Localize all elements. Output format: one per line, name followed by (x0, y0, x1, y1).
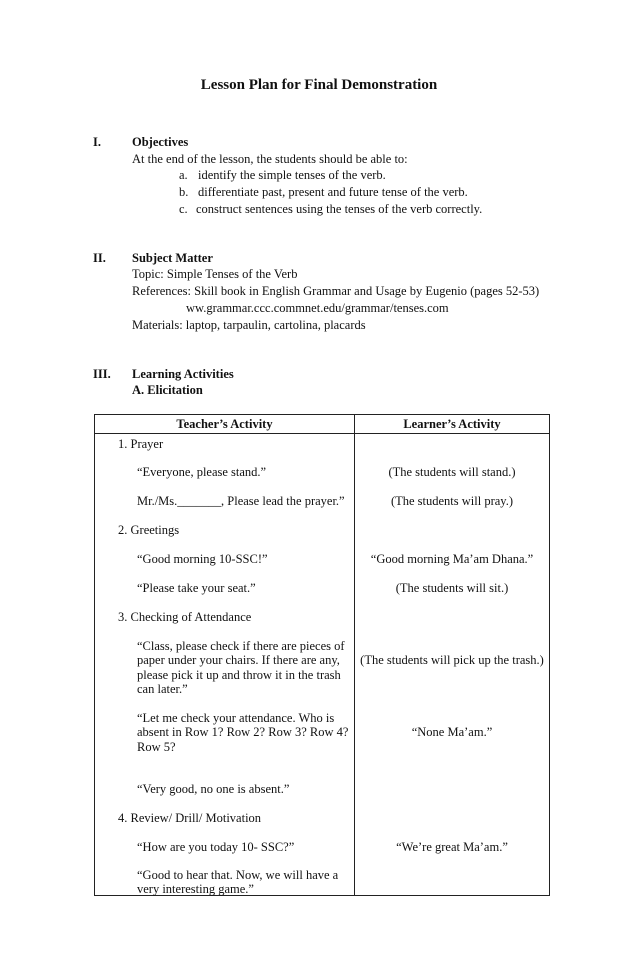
teacher-cell: very interesting game.” (137, 882, 254, 896)
learner-cell: (The students will stand.) (388, 465, 516, 479)
section-number-learning-activities: III. (93, 367, 111, 381)
reference-url: ww.grammar.ccc.commnet.edu/grammar/tenses.com (186, 301, 449, 315)
teacher-cell: can later.” (137, 682, 188, 696)
table-top-border (94, 414, 550, 415)
teacher-cell: “How are you today 10- SSC?” (137, 840, 295, 854)
learner-activity-header: Learner’s Activity (403, 417, 501, 431)
learner-cell: (The students will pick up the trash.) (360, 653, 544, 667)
table-right-border (549, 414, 550, 896)
section-number-objectives: I. (93, 135, 101, 149)
teacher-cell: “Good morning 10-SSC!” (137, 552, 268, 566)
learner-cell: “None Ma’am.” (411, 725, 493, 739)
objective-letter: b. (179, 185, 189, 199)
teacher-cell: “Very good, no one is absent.” (137, 782, 290, 796)
references-line: References: Skill book in English Grammar and Usage by Eugenio (pages 52-53) (132, 284, 540, 298)
teacher-cell: “Please take your seat.” (137, 581, 256, 595)
objective-item: differentiate past, present and future tense of the verb. (198, 185, 468, 199)
learner-cell: “We’re great Ma’am.” (396, 840, 508, 854)
learner-cell: (The students will pray.) (390, 494, 514, 508)
teacher-cell: “Everyone, please stand.” (137, 465, 267, 479)
learning-activities-heading: Learning Activities (132, 367, 234, 381)
teacher-cell: please pick it up and throw it in the trash (137, 668, 341, 682)
teacher-cell: Row 5? (137, 740, 176, 754)
objectives-intro: At the end of the lesson, the students should be able to: (132, 152, 408, 166)
table-header-border (94, 433, 550, 434)
teacher-cell: paper under your chairs. If there are any, (137, 653, 340, 667)
teacher-cell: “Let me check your attendance. Who is (137, 711, 335, 725)
table-left-border (94, 414, 95, 896)
subject-matter-heading: Subject Matter (132, 251, 213, 265)
teacher-activity-header: Teacher’s Activity (176, 417, 273, 431)
objective-letter: c. (179, 202, 188, 216)
teacher-cell: “Good to hear that. Now, we will have a (137, 868, 339, 882)
objective-item: identify the simple tenses of the verb. (198, 168, 386, 182)
learner-cell: (The students will sit.) (395, 581, 509, 595)
objective-item: construct sentences using the tenses of the verb correctly. (196, 202, 483, 216)
elicitation-subheading: A. Elicitation (132, 383, 203, 397)
teacher-cell: “Class, please check if there are pieces of (137, 639, 345, 653)
teacher-cell: Mr./Ms._______, Please lead the prayer.” (137, 494, 345, 508)
teacher-cell: 2. Greetings (118, 523, 180, 537)
topic-line: Topic: Simple Tenses of the Verb (132, 267, 298, 281)
teacher-cell: absent in Row 1? Row 2? Row 3? Row 4? (137, 725, 349, 739)
learner-cell: “Good morning Ma’am Dhana.” (370, 552, 534, 566)
objective-letter: a. (179, 168, 188, 182)
teacher-cell: 1. Prayer (118, 437, 164, 451)
objectives-heading: Objectives (132, 135, 189, 149)
materials-line: Materials: laptop, tarpaulin, cartolina, placards (132, 318, 366, 332)
teacher-cell: 4. Review/ Drill/ Motivation (118, 811, 262, 825)
section-number-subject-matter: II. (93, 251, 106, 265)
page-title: Lesson Plan for Final Demonstration (200, 77, 438, 93)
teacher-cell: 3. Checking of Attendance (118, 610, 252, 624)
